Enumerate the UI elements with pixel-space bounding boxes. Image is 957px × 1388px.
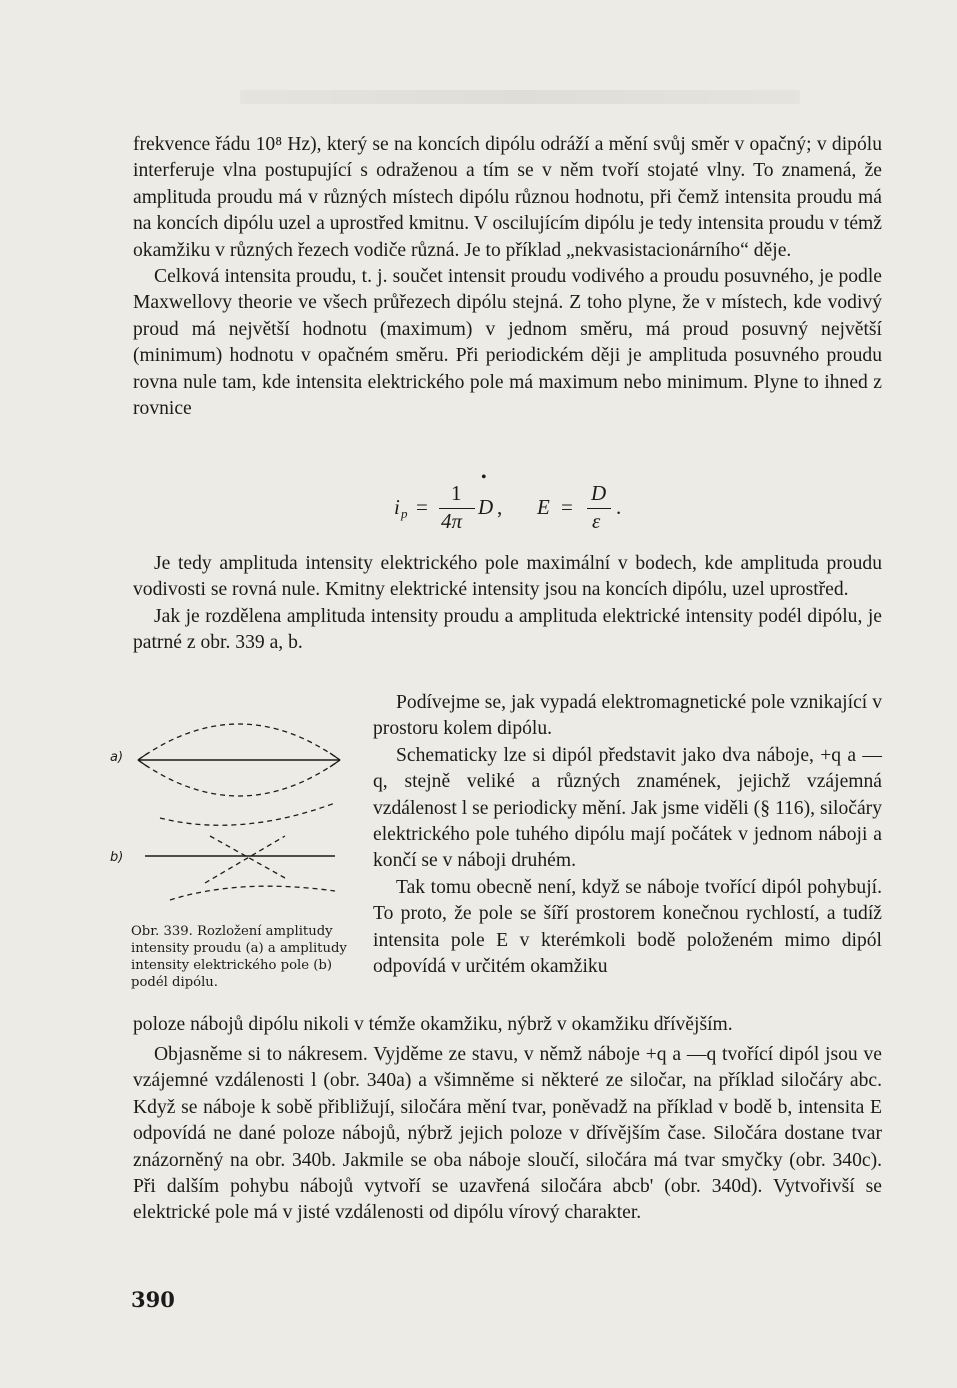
paragraph: Je tedy amplituda intensity elektrického pole maximální v bodech, kde amplituda proudu vodivosti se rovná nule. Kmitny elektrické intensity jsou na koncích dipólu, uzel uprostřed.	[133, 553, 882, 601]
paragraph: Objasněme si to nákresem. Vyjděme ze stavu, v němž náboje +q a —q tvořící dipól jsou ve vzájemné vzdálenosti l (obr. 340a) a všimněme si některé ze siločar, na příklad siločáry abc. Když se náboje k sobě přibližují, siločára mění tvar, poněvadž na příklad v bodě b, intensita E odpovídá ne dané poloze nábojů, nýbrž jejich poloze v dřívějším čase. Siločára dostane tvar znázorněný na obr. 340b. Jakmile se oba náboje sloučí, siločára má tvar smyčky (obr. 340c). Při dalším pohybu nábojů vytvoří se uzavřená siločára abcb' (obr. 340d). Vytvořivší se elektrické pole má v jisté vzdálenosti od dipólu vírový charakter.	[133, 1044, 882, 1224]
text-block-bottom	[133, 1042, 882, 1227]
formula-period: .	[616, 495, 622, 519]
formula-lhs-i: i	[394, 495, 400, 519]
formula-equals-2: =	[561, 495, 573, 519]
formula-comma: ,	[497, 495, 503, 519]
text-block-mid	[133, 551, 882, 657]
equation	[380, 469, 680, 538]
figure-label-b: b)	[110, 850, 124, 865]
formula-dot: •	[481, 469, 487, 486]
paragraph: Celková intensita proudu, t. j. součet intensit proudu vodivého a proudu posuvného, je podle Maxwellovy theorie ve všech průřezech dipólu stejná. Z toho plyne, že v místech, kde vodivý proud má největší hodnotu (maximum) v jednom směru, má proud posuvný největší (minimum) hodnotu v opačném směru. Při periodickém ději je amplituda posuvného proudu rovna nule tam, kde intensita elektrického pole má maximum nebo minimum. Plyne to ihned z rovnice	[133, 266, 882, 420]
current-amplitude-lower-curve	[138, 760, 340, 796]
paragraph: Schematicky lze si dipól představit jako dva náboje, +q a —q, stejně veliké a různých znamének, jejichž vzájemná vzdálenost l se periodicky mění. Jak jsme viděli (§ 116), siločáry elektrického pole tuhého dipólu mají počátek v jednom náboji a končí se v náboji druhém.	[373, 744, 882, 872]
paragraph: frekvence řádu 10⁸ Hz), který se na koncích dipólu odráží a mění svůj směr v opačný; v dipólu interferuje vlna postupující s odraženou a tím se v něm tvoří stojaté vlny. To znamená, že amplituda proudu má v různých místech dipólu různou hodnotu, při čemž intensita proudu má na koncích dipólu uzel a uprostřed kmitnu. V oscilujícím dipólu je tedy intensita proudu v témž okamžiku v různých řezech vodiče různá. Je to příklad „nekvasistacionárního“ děje.	[133, 134, 882, 261]
formula-frac1-numerator: 1	[451, 481, 462, 505]
formula-equals: =	[416, 495, 428, 519]
figure-label-a: a)	[110, 750, 124, 765]
paragraph-continuation: poloze nábojů dipólu nikoli v témže okamžiku, nýbrž v okamžiku dřívějším.	[133, 1014, 733, 1035]
bleed-through-shadow	[240, 90, 800, 104]
field-amplitude-curve-2	[170, 886, 335, 900]
paragraph: Jak je rozdělena amplituda intensity proudu a amplituda elektrické intensity podél dipólu, je patrné z obr. 339 a, b.	[133, 605, 882, 654]
paragraph: Podívejme se, jak vypadá elektromagnetické pole vznikající v prostoru kolem dipólu.	[373, 692, 882, 740]
text-beside-figure	[373, 690, 882, 980]
field-amplitude-cross-1	[210, 836, 285, 878]
text-block-top	[133, 132, 882, 422]
formula-frac2-numerator: D	[591, 481, 607, 505]
current-amplitude-upper-curve	[138, 724, 340, 760]
figure-caption: Obr. 339. Rozložení amplitudy intensity proudu (a) a amplitudy intensity elektrického pole (b) podél dipólu.	[131, 924, 347, 990]
page-number: 390	[131, 1287, 175, 1312]
paragraph: Tak tomu obecně není, když se náboje tvořící dipól pohybují. To proto, že pole se šíří prostorem konečnou rychlostí, a tudíž intensita pole E v kterémkoli bodě položeném mimo dipól odpovídá v určitém okamžiku	[373, 876, 882, 978]
dipole-amplitude-diagram	[110, 708, 350, 918]
figure-339	[110, 708, 350, 918]
formula-frac2-denominator: ε	[592, 509, 601, 533]
formula-subscript-p: p	[401, 506, 408, 521]
formula-frac1-denominator: 4π	[441, 509, 463, 533]
field-amplitude-cross-2	[205, 836, 285, 883]
formula-var-d: D	[478, 495, 494, 519]
formula-lhs-e: E	[537, 495, 550, 519]
field-amplitude-curve-1	[160, 803, 335, 825]
